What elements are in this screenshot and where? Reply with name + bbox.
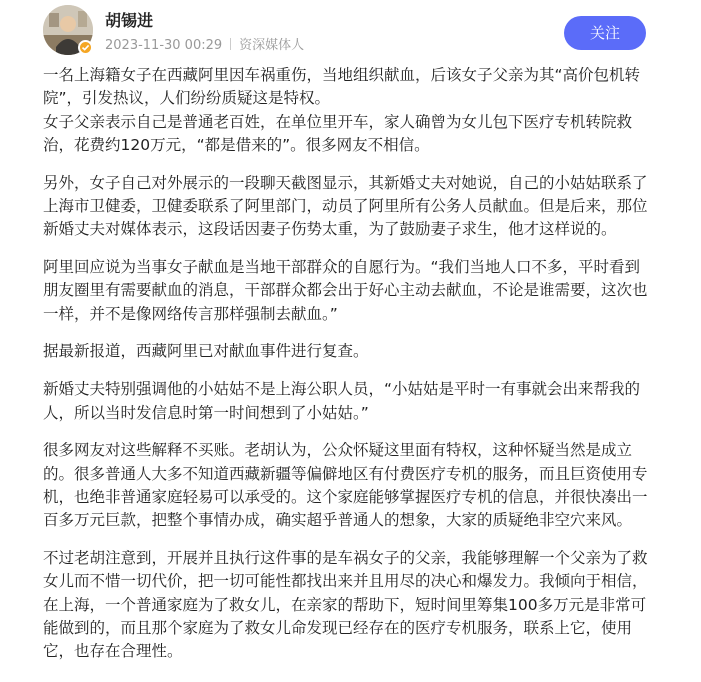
- post-header: [0, 0, 701, 62]
- post-meta: [105, 34, 304, 53]
- meta-divider: [230, 38, 231, 50]
- author-tag: 资深媒体人: [239, 38, 305, 53]
- verified-badge-icon: [78, 40, 93, 55]
- article-paragraph: 很多网友对这些解释不买账。老胡认为，公众怀疑这里面有特权，这种怀疑当然是成立的。很多普通人大多不知道西藏新疆等偏僻地区有付费医疗专机的服务，而且巨资使用专机，也绝非普通家庭轻易可以承受的。这个家庭能够掌握医疗专机的信息，并很快凑出一百多万元巨款，把整个事情办成，确实超乎普通人的想象，大家的质疑绝非空穴来风。: [43, 441, 648, 530]
- article-paragraph: 据最新报道，西藏阿里已对献血事件进行复查。: [43, 342, 369, 361]
- article-paragraph: 一名上海籍女子在西藏阿里因车祸重伤，当地组织献血，后该女子父亲为其“高价包机转院”，引发热议，人们纷纷质疑这是特权。: [43, 66, 641, 108]
- article-paragraph: 不过老胡注意到，开展并且执行这件事的是车祸女子的父亲，我能够理解一个父亲为了救女儿而不惜一切代价，把一切可能性都找出来并且用尽的决心和爆发力。我倾向于相信，在上海，一个普通家庭为了救女儿，在亲家的帮助下，短时间里筹集100多万元是非常可能做到的，而且那个家庭为了救女儿命发现已经存在的医疗专机服务，联系上它，使用它，也存在合理性。: [43, 549, 648, 661]
- article-paragraph: 阿里回应说为当事女子献血是当地干部群众的自愿行为。“我们当地人口不多，平时看到朋友圈里有需要献血的消息，干部群众都会出于好心主动去献血，不论是谁需要，这次也一样，并不是像网络传言那样强制去献血。”: [43, 258, 648, 323]
- article-paragraph: 另外，女子自己对外展示的一段聊天截图显示，其新婚丈夫对她说，自己的小姑姑联系了上海市卫健委，卫健委联系了阿里部门，动员了阿里所有公务人员献血。但是后来，那位新婚丈夫对媒体表示，这段话因妻子伤势太重，为了鼓励妻子求生，他才这样说的。: [43, 173, 648, 239]
- article-paragraph: 女子父亲表示自己是普通老百姓，在单位里开车，家人确曾为女儿包下医疗专机转院救治，花费约120万元，“都是借来的”。很多网友不相信。: [43, 112, 633, 154]
- article-paragraph: 新婚丈夫特别强调他的小姑姑不是上海公职人员，“小姑姑是平时一有事就会出来帮我的人，所以当时发信息时第一时间想到了小姑姑。”: [43, 380, 641, 422]
- author-name[interactable]: 胡锡进: [105, 11, 154, 30]
- article-body: [43, 64, 648, 678]
- follow-button[interactable]: 关注: [564, 16, 646, 50]
- post-timestamp: 2023-11-30 00:29: [105, 38, 223, 53]
